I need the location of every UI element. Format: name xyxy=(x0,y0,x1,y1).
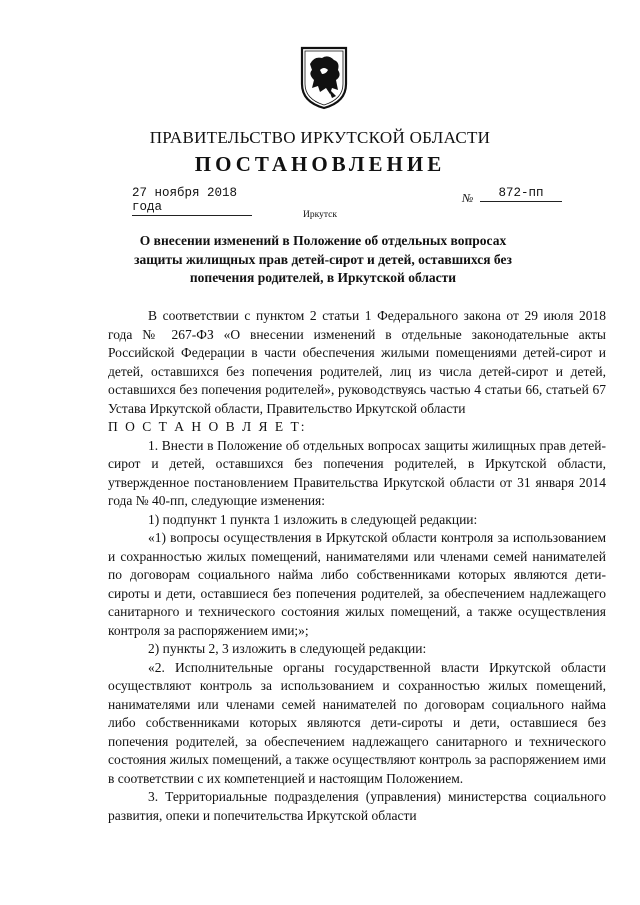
document-date: 27 ноября 2018 года xyxy=(132,186,252,216)
item-1-1-paragraph: 1) подпункт 1 пункта 1 изложить в следующей редакции: xyxy=(148,511,478,527)
item-1-1-text-paragraph: «1) вопросы осуществления в Иркутской области контроля за использованием и сохранностью жилых помещений, нанимателями или членами семей нанимателей по договорам социального найма либо собственниками которых являются дети-сироты и дети, оставшиеся без попечения родителей, за обеспечением надлежащего санитарного и технического состояния жилых помещений, а также осуществления контроля за распоряжением ими;»; xyxy=(108,530,606,638)
coat-of-arms-emblem xyxy=(298,44,350,110)
document-type-heading: ПОСТАНОВЛЕНИЕ xyxy=(194,152,446,176)
item-3-paragraph: 3. Территориальные подразделения (управления) министерства социального развития, опеки и попечительства Иркутской области xyxy=(108,789,606,823)
city-label: Иркутск xyxy=(303,210,337,220)
resolves-heading: П О С Т А Н О В Л Я Е Т: xyxy=(108,419,307,434)
document-number: 872-пп xyxy=(480,186,562,202)
document-body xyxy=(108,307,606,825)
government-name: ПРАВИТЕЛЬСТВО ИРКУТСКОЙ ОБЛАСТИ xyxy=(149,128,491,147)
document-title: О внесении изменений в Положение об отдельных вопросах защиты жилищных прав детей-сирот и детей, оставшихся без попечения родителей, в Иркутской области xyxy=(134,233,512,285)
preamble-paragraph: В соответствии с пунктом 2 статьи 1 Федерального закона от 29 июля 2018 года № 267-ФЗ «О внесении изменений в отдельные законодательные акты Российской Федерации в части обеспечения жилыми помещениями детей-сирот и детей, оставшихся без попечения родителей, лиц из числа детей-сирот и детей, оставшихся без попечения родителей», руководствуясь частью 4 статьи 66, статьей 67 Устава Иркутской области, Правительство Иркутской области xyxy=(108,308,606,416)
item-1-paragraph: 1. Внести в Положение об отдельных вопросах защиты жилищных прав детей-сирот и детей, оставшихся без попечения родителей, в Иркутской области, утвержденное постановлением Правительства Иркутской области от 31 января 2014 года № 40-пп, следующие изменения: xyxy=(108,437,606,508)
item-1-2-text-paragraph: «2. Исполнительные органы государственной власти Иркутской области осуществляют контроль за использованием и сохранностью жилых помещений, нанимателями или членами семей нанимателей по договорам социального найма либо собственниками которых являются дети-сироты и дети, оставшиеся без попечения родителей, за обеспечением надлежащего санитарного и технического состояния жилых помещений, а также осуществляют контроль за распоряжением ими в соответствии с их компетенцией и настоящим Положением. xyxy=(108,659,606,786)
item-1-2-paragraph: 2) пункты 2, 3 изложить в следующей редакции: xyxy=(148,641,427,656)
number-sign: № xyxy=(462,191,474,205)
